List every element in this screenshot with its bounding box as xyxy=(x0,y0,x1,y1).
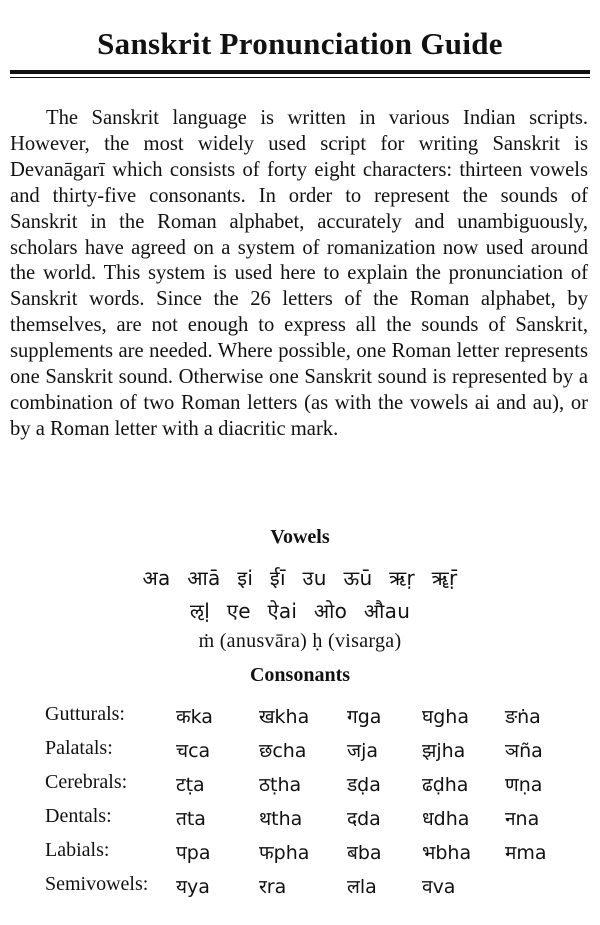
consonant-cell: रra xyxy=(259,876,287,898)
vowel-a: अa xyxy=(142,566,171,590)
vowel-rr: ॠṝ xyxy=(431,566,458,590)
consonant-cell: ठṭha xyxy=(259,774,302,796)
vowel-l: ऌḷ xyxy=(189,599,211,623)
vowel-r: ऋṛ xyxy=(389,566,415,590)
page-title: Sanskrit Pronunciation Guide xyxy=(97,26,503,61)
consonant-cell: घgha xyxy=(422,706,469,728)
vowels-row-2 xyxy=(0,597,600,624)
consonant-cell: फpha xyxy=(259,842,310,864)
consonant-cell: वva xyxy=(422,876,456,898)
row-label: Labials: xyxy=(45,839,110,861)
vowel-ii: ईī xyxy=(269,566,286,590)
vowel-o: ओo xyxy=(313,599,348,623)
consonant-cell: भbha xyxy=(422,842,472,864)
intro-paragraph: The Sanskrit language is written in various Indian scripts. However, the most widely used script for writing Sanskrit is Devanāgarī which consists of forty eight characters: thirteen vowels and thirty-five consonants. In order to represent the sounds of Sanskrit in the Roman alphabet, accurately and unambiguously, scholars have agreed on a system of romanization now used around the world. This system is used here to explain the pronunciation of Sanskrit words. Since the 26 letters of the Roman alphabet, by themselves, are not enough to express all the sounds of Sanskrit, supplements are needed. Where possible, one Roman letter represents one Sanskrit sound. Otherwise one Sanskrit sound is represented by a combination of two Roman letters (as with the vowels ai and au), or by a Roman letter with a diacritic mark. xyxy=(10,107,588,440)
row-label: Gutturals: xyxy=(45,703,125,725)
row-label: Dentals: xyxy=(45,805,112,827)
vowel-u: उu xyxy=(302,566,327,590)
consonant-cell: झjha xyxy=(422,740,466,762)
title-rule-thin xyxy=(10,77,590,78)
consonant-cell: ङṅa xyxy=(505,706,541,728)
vowels-heading: Vowels xyxy=(270,526,330,548)
consonant-cell: टṭa xyxy=(176,774,205,796)
consonant-cell: पpa xyxy=(176,842,211,864)
consonant-cell: मma xyxy=(505,842,547,864)
vowel-ai: ऐai xyxy=(267,599,298,623)
consonant-cell: चca xyxy=(176,740,211,762)
consonant-cell: जja xyxy=(347,740,379,762)
vowels-row-3: ṁ (anusvāra) ḥ (visarga) xyxy=(198,630,402,652)
consonant-row-gutturals xyxy=(45,703,585,731)
consonant-cell: दda xyxy=(347,808,381,830)
row-label: Palatals: xyxy=(45,737,113,759)
consonant-cell: खkha xyxy=(259,706,310,728)
consonant-row-labials xyxy=(45,839,585,867)
consonant-cell: कka xyxy=(176,706,213,728)
consonant-row-cerebrals xyxy=(45,771,585,799)
consonant-cell: तta xyxy=(176,808,206,830)
consonant-cell: नna xyxy=(505,808,540,830)
consonant-row-dentals xyxy=(45,805,585,833)
vowel-uu: ऊū xyxy=(343,566,373,590)
consonant-cell: णṇa xyxy=(505,774,543,796)
consonant-cell: यya xyxy=(176,876,210,898)
consonant-cell: गga xyxy=(347,706,382,728)
vowels-row-1 xyxy=(0,564,600,591)
consonant-cell: ञña xyxy=(505,740,543,762)
consonant-cell: ढḍha xyxy=(422,774,469,796)
consonant-cell: लla xyxy=(347,876,377,898)
vowel-i: इi xyxy=(237,566,254,590)
consonant-row-palatals xyxy=(45,737,585,765)
consonant-cell: बba xyxy=(347,842,382,864)
row-label: Semivowels: xyxy=(45,873,149,895)
vowel-au: औau xyxy=(363,599,411,623)
consonants-heading: Consonants xyxy=(249,664,351,686)
consonant-cell: छcha xyxy=(259,740,307,762)
consonant-row-semivowels xyxy=(45,873,585,901)
row-label: Cerebrals: xyxy=(45,771,128,793)
consonant-cell: धdha xyxy=(422,808,470,830)
consonant-cell: थtha xyxy=(259,808,303,830)
vowel-e: एe xyxy=(226,599,251,623)
vowel-aa: आā xyxy=(187,566,221,590)
consonant-cell: डḍa xyxy=(347,774,381,796)
title-rule-thick xyxy=(10,70,590,74)
